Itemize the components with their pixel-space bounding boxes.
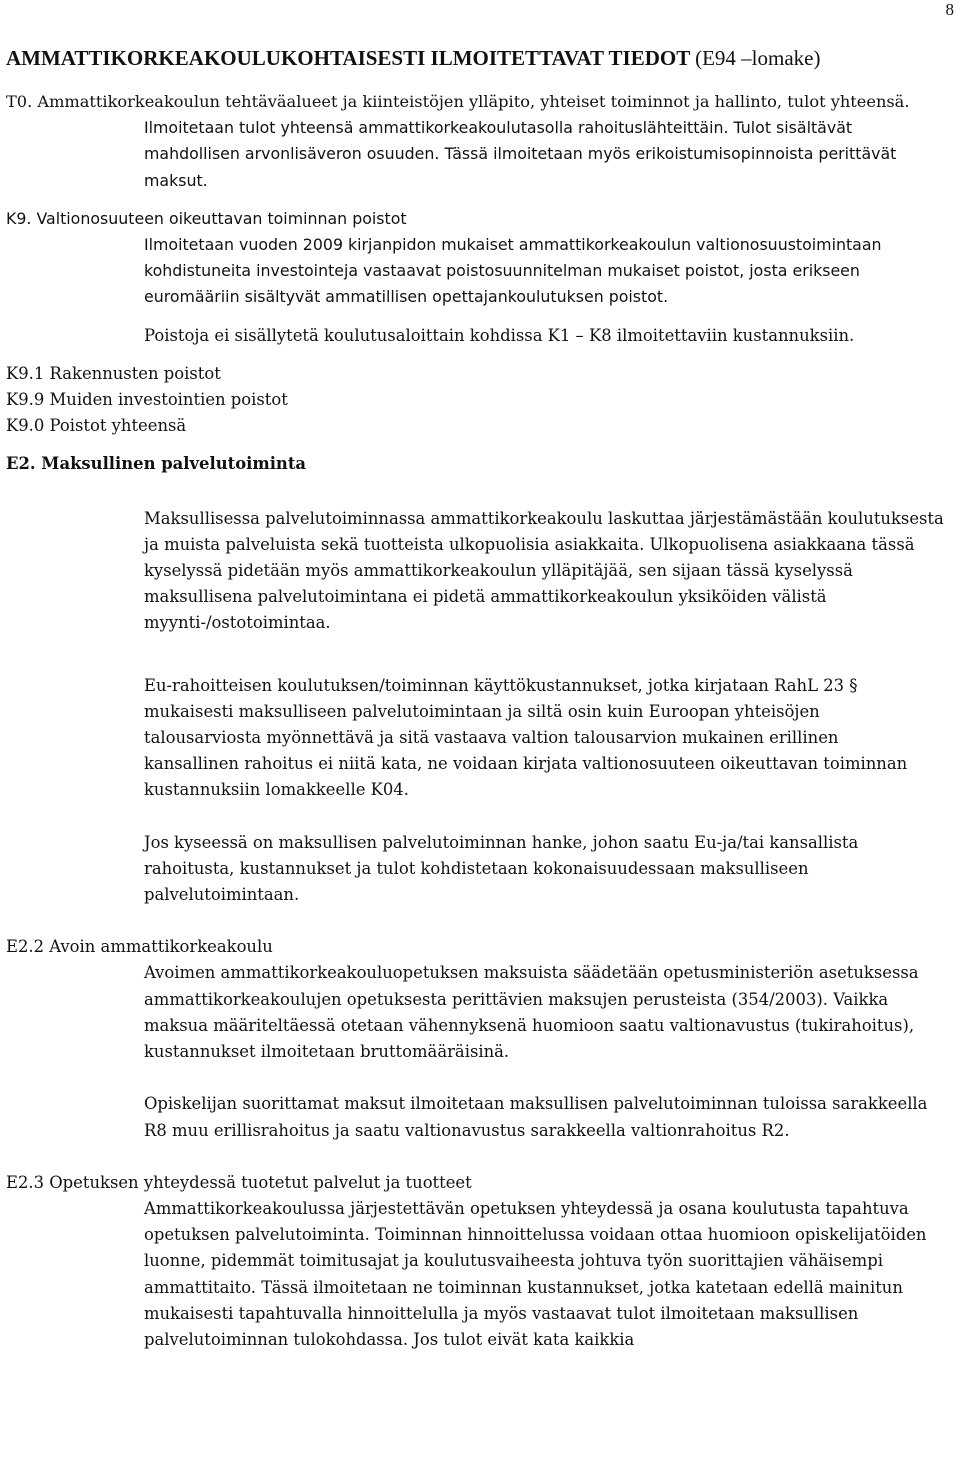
- e22-paragraph-2: Opiskelijan suorittamat maksut ilmoitetaan maksullisen palvelutoiminnan tuloissa sarakkeella R8 muu erillisrahoitus ja saatu valtionavustus sarakkeella valtionrahoitus R2.: [144, 1094, 928, 1140]
- e23-title: E2.3 Opetuksen yhteydessä tuotetut palvelut ja tuotteet: [6, 1172, 472, 1192]
- e2-paragraph-3: Jos kyseessä on maksullisen palvelutoiminnan hanke, johon saatu Eu-ja/tai kansallista rahoitusta, kustannukset ja tulot kohdistetaan kokonaisuudessaan maksulliseen palvelutoimintaan.: [144, 832, 859, 905]
- page-heading: [6, 44, 956, 72]
- page-number: 8: [945, 0, 954, 19]
- t0-description: Ilmoitetaan tulot yhteensä ammattikorkeakoulutasolla rahoituslähteittäin. Tulot sisältävät mahdollisen arvonlisäveron osuuden. Tässä ilmoitetaan myös erikoistumisopinnoista perittävät maksut.: [144, 118, 897, 190]
- heading-title: AMMATTIKORKEAKOULUKOHTAISESTI ILMOITETTAVAT TIEDOT: [6, 46, 690, 70]
- k9-item-1: K9.1 Rakennusten poistot: [6, 363, 221, 383]
- e23-paragraph: Ammattikorkeakoulussa järjestettävän opetuksen yhteydessä ja osana koulutusta tapahtuva opetuksen palvelutoiminta. Toiminnan hinnoittelussa voidaan ottaa huomioon opiskelijatöiden luonne, pidemmät toimitusajat ja koulutusvaiheesta johtuva työn suorittajien vähäisempi ammattitaito. Tässä ilmoitetaan ne toiminnan kustannukset, jotka katetaan edellä mainitun mukaisesti tapahtuvalla hinnoittelulla ja myös vastaavat tulot ilmoitetaan maksullisen palvelutoiminnan tulokohdassa. Jos tulot eivät kata kaikkia: [144, 1198, 927, 1349]
- document-body: [6, 44, 956, 1353]
- e22-paragraph-1: Avoimen ammattikorkeakouluopetuksen maksuista säädetään opetusministeriön asetuksessa ammattikorkeakoulujen opetuksesta perittävien maksujen perusteista (354/2003). Vaikka maksua määriteltäessä otetaan vähennyksenä huomioon saatu valtionavustus (tukirahoitus), kustannukset ilmoitetaan bruttomääräisinä.: [144, 963, 919, 1062]
- k9-item-3: K9.0 Poistot yhteensä: [6, 416, 187, 436]
- e2-paragraph-1: Maksullisessa palvelutoiminnassa ammattikorkeakoulu laskuttaa järjestämästään koulutuksesta ja muista palveluista sekä tuotteista ulkopuolisia asiakkaita. Ulkopuolisena asiakkaana tässä kyselyssä pidetään myös ammattikorkeakoulun ylläpitäjää, sen sijaan tässä kyselyssä maksullisena palvelutoimintana ei pidetä ammattikorkeakoulun yksiköiden välistä myynti-/ostotoimintaa.: [144, 508, 944, 633]
- k9-description: Ilmoitetaan vuoden 2009 kirjanpidon mukaiset ammattikorkeakoulun valtionosuustoimintaan kohdistuneita investointeja vastaavat poistosuunnitelman mukaiset poistot, josta erikseen euromääriin sisältyvät ammatillisen opettajankoulutuksen poistot.: [144, 235, 882, 307]
- e2-title: E2. Maksullinen palvelutoiminta: [6, 454, 307, 474]
- t0-title: T0. Ammattikorkeakoulun tehtäväalueet ja kiinteistöjen ylläpito, yhteiset toiminnot ja hallinto, tulot yhteensä.: [6, 92, 910, 111]
- heading-form-ref: (E94 –lomake): [695, 46, 821, 70]
- k9-note: Poistoja ei sisällytetä koulutusaloittain kohdissa K1 – K8 ilmoitettaviin kustannuksiin.: [144, 325, 855, 345]
- k9-title: K9. Valtionosuuteen oikeuttavan toiminnan poistot: [6, 208, 407, 228]
- k9-item-2: K9.9 Muiden investointien poistot: [6, 390, 288, 410]
- e22-title: E2.2 Avoin ammattikorkeakoulu: [6, 937, 273, 957]
- e2-paragraph-2: Eu-rahoitteisen koulutuksen/toiminnan käyttökustannukset, jotka kirjataan RahL 23 § mukaisesti maksulliseen palvelutoimintaan ja siltä osin kuin Euroopan yhteisöjen talousarviosta myönnettävä ja sitä vastaava valtion talousarvion mukainen erillinen kansallinen rahoitus ei niitä kata, ne voidaan kirjata valtionosuuteen oikeuttavan toiminnan kustannuksiin lomakkeelle K04.: [144, 675, 908, 800]
